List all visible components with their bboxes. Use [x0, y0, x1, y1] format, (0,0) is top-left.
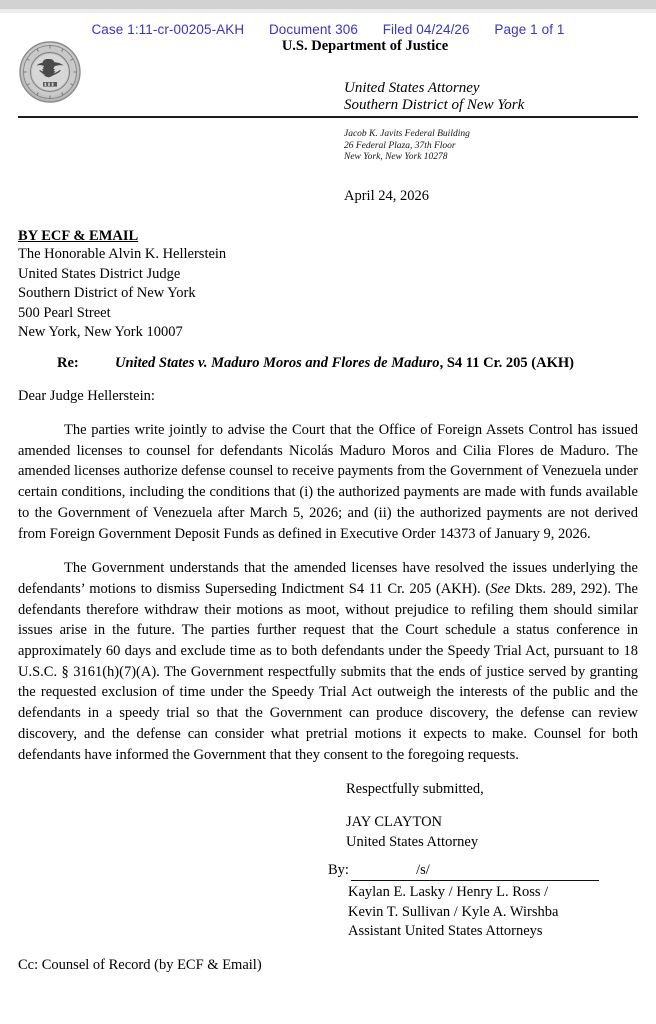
- ecf-document-number: Document 306: [268, 22, 358, 37]
- ecf-filing-stamp: [0, 22, 656, 37]
- re-case-number: , S4 11 Cr. 205 (AKH): [439, 355, 574, 371]
- recipient-line-4: 500 Pearl Street: [18, 304, 111, 321]
- letterhead-office: [344, 80, 524, 114]
- delivery-method: BY ECF & EMAIL: [18, 228, 139, 244]
- paragraph-2-see-citation: See: [490, 580, 511, 597]
- attorney-title: United States Attorney: [346, 833, 479, 850]
- closing-phrase: Respectfully submitted,: [346, 781, 484, 797]
- salutation: Dear Judge Hellerstein:: [18, 388, 155, 404]
- by-signature-line: [328, 862, 597, 881]
- ecf-filed-date: Filed 04/24/26: [382, 22, 470, 37]
- recipient-line-3: Southern District of New York: [18, 285, 196, 301]
- letterhead-office-line-1: United States Attorney: [344, 80, 480, 96]
- recipient-line-2: United States District Judge: [18, 265, 181, 282]
- address-line-1: Jacob K. Javits Federal Building: [344, 129, 470, 139]
- letterhead-office-line-2: Southern District of New York: [344, 97, 525, 113]
- recipient-line-5: New York, New York 10007: [18, 324, 183, 340]
- signers-block: [348, 883, 558, 942]
- body-paragraph-1: [18, 420, 638, 544]
- attorney-name: JAY CLAYTON: [346, 814, 443, 830]
- address-line-3: New York, New York 10278: [344, 152, 448, 162]
- letter-date: April 24, 2026: [344, 188, 429, 204]
- by-label: By:: [328, 862, 349, 878]
- signers-line-1: Kaylan E. Lasky / Henry L. Ross /: [348, 884, 549, 900]
- recipient-address: [18, 245, 226, 343]
- signature-rule: [351, 862, 599, 881]
- body-paragraph-2: [18, 558, 638, 765]
- re-case-name: United States v. Maduro Moros and Flores de Maduro: [115, 355, 440, 371]
- recipient-line-1: The Honorable Alvin K. Hellerstein: [18, 246, 227, 262]
- ecf-case-number: Case 1:11-cr-00205-AKH: [91, 22, 245, 37]
- scan-top-band-soft: [0, 9, 656, 13]
- re-label: Re:: [57, 355, 79, 371]
- signers-line-2: Kevin T. Sullivan / Kyle A. Wirshba: [348, 903, 559, 920]
- letter-body: [18, 420, 638, 765]
- paragraph-1-text: The parties write jointly to advise the Court that the Office of Foreign Assets Control has issued amended licenses to counsel for defendants Nicolás Maduro Moros and Cilia Flores de Maduro. The amended licenses authorize defense counsel to receive payments from the Government of Venezuela under certain conditions, including the conditions that (i) the authorized payments are made with funds available to the Government of Venezuela after March 5, 2026; and (ii) the authorized payments are not derived from Foreign Government Deposit Funds as defined in Executive Order 14373 of January 9, 2026.: [18, 422, 638, 542]
- scan-top-band: [0, 0, 656, 9]
- paragraph-2-text-a: The Government understands that the amended licenses have resolved the issues underlying the defendants’ motions to dismiss Superseding Indictment S4 11 Cr. 205 (AKH). (: [18, 560, 638, 597]
- letterhead-address: [344, 129, 470, 164]
- signing-attorney: [346, 813, 478, 852]
- electronic-signature: /s/: [416, 862, 430, 878]
- letterhead-divider: [18, 116, 638, 118]
- paragraph-2-text-b: Dkts. 289, 292). The defendants therefore withdraw their motions as moot, without prejudice to refiling them should similar issues arise in the future. The parties further request that the Court schedule a status conference in approximately 60 days and exclude time as to both defendants under the Speedy Trial Act, pursuant to 18 U.S.C. § 3161(h)(7)(A). The Government respectfully submits that the ends of justice served by granting the requested exclusion of time under the Speedy Trial Act outweigh the interests of the public and the defendants in a speedy trial so that the Government can produce discovery, the defense can review discovery, and the defense can consider what pretrial motions it expects to make. Counsel for both defendants have informed the Government that they consent to the foregoing requests.: [18, 580, 638, 763]
- cc-line: Cc: Counsel of Record (by ECF & Email): [18, 957, 262, 973]
- ecf-page-number: Page 1 of 1: [494, 22, 565, 37]
- address-line-2: 26 Federal Plaza, 37th Floor: [344, 140, 456, 151]
- letterhead-department: U.S. Department of Justice: [281, 38, 449, 54]
- re-line: [18, 355, 638, 372]
- signers-title: Assistant United States Attorneys: [348, 923, 543, 939]
